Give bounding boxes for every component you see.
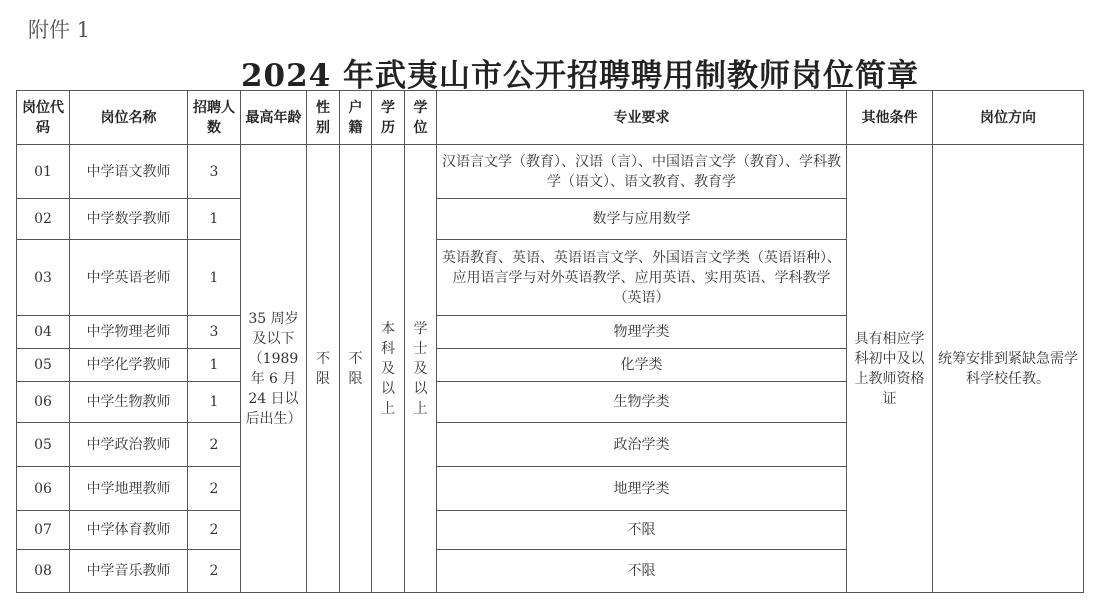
row-name: 中学数学教师 <box>70 199 188 240</box>
row-name: 中学音乐教师 <box>70 550 188 593</box>
row-code: 07 <box>17 511 70 550</box>
row-count: 2 <box>188 467 241 511</box>
table-row <box>17 145 1084 199</box>
row-code: 02 <box>17 199 70 240</box>
row-code: 06 <box>17 467 70 511</box>
row-count: 1 <box>188 349 241 382</box>
other-conditions: 具有相应学科初中及以上教师资格证 <box>847 145 933 593</box>
row-major: 政治学类 <box>437 423 847 467</box>
household-requirement: 不限 <box>340 145 372 593</box>
header-code: 岗位代码 <box>17 91 70 145</box>
row-name: 中学政治教师 <box>70 423 188 467</box>
row-count: 2 <box>188 423 241 467</box>
header-household: 户籍 <box>340 91 372 145</box>
row-major: 化学类 <box>437 349 847 382</box>
row-name: 中学化学教师 <box>70 349 188 382</box>
row-major: 物理学类 <box>437 316 847 349</box>
job-table <box>16 90 1084 593</box>
row-code: 04 <box>17 316 70 349</box>
row-count: 1 <box>188 240 241 316</box>
row-count: 1 <box>188 382 241 423</box>
age-limit: 35 周岁及以下（1989 年 6 月 24 日以后出生） <box>241 145 307 593</box>
header-conditions: 其他条件 <box>847 91 933 145</box>
row-count: 2 <box>188 511 241 550</box>
education-requirement: 本科及以上 <box>372 145 405 593</box>
job-direction: 统筹安排到紧缺急需学科学校任教。 <box>933 145 1084 593</box>
row-major: 生物学类 <box>437 382 847 423</box>
row-major: 数学与应用数学 <box>437 199 847 240</box>
row-major: 不限 <box>437 511 847 550</box>
row-major: 英语教育、英语、英语语言文学、外国语言文学类（英语语种）、应用语言学与对外英语教学、应用英语、实用英语、学科教学（英语） <box>437 240 847 316</box>
row-name: 中学英语老师 <box>70 240 188 316</box>
row-name: 中学生物教师 <box>70 382 188 423</box>
header-gender: 性别 <box>307 91 340 145</box>
header-name: 岗位名称 <box>70 91 188 145</box>
header-major: 专业要求 <box>437 91 847 145</box>
header-count: 招聘人数 <box>188 91 241 145</box>
row-count: 3 <box>188 316 241 349</box>
row-name: 中学物理老师 <box>70 316 188 349</box>
row-code: 05 <box>17 423 70 467</box>
header-degree: 学位 <box>405 91 437 145</box>
row-code: 08 <box>17 550 70 593</box>
header-education: 学历 <box>372 91 405 145</box>
row-name: 中学体育教师 <box>70 511 188 550</box>
row-code: 06 <box>17 382 70 423</box>
row-name: 中学地理教师 <box>70 467 188 511</box>
row-major: 地理学类 <box>437 467 847 511</box>
page-title: 2024 年武夷山市公开招聘聘用制教师岗位简章 <box>240 58 920 94</box>
row-code: 03 <box>17 240 70 316</box>
row-major: 不限 <box>437 550 847 593</box>
row-name: 中学语文教师 <box>70 145 188 199</box>
header-age: 最高年龄 <box>241 91 307 145</box>
degree-requirement: 学士及以上 <box>405 145 437 593</box>
attachment-label: 附件 1 <box>28 18 91 42</box>
gender-requirement: 不限 <box>307 145 340 593</box>
header-row <box>17 91 1084 145</box>
row-count: 3 <box>188 145 241 199</box>
row-major: 汉语言文学（教育）、汉语（言）、中国语言文学（教育）、学科教学（语文）、语文教育、教育学 <box>437 145 847 199</box>
row-count: 2 <box>188 550 241 593</box>
row-count: 1 <box>188 199 241 240</box>
row-code: 01 <box>17 145 70 199</box>
header-direction: 岗位方向 <box>933 91 1084 145</box>
row-code: 05 <box>17 349 70 382</box>
